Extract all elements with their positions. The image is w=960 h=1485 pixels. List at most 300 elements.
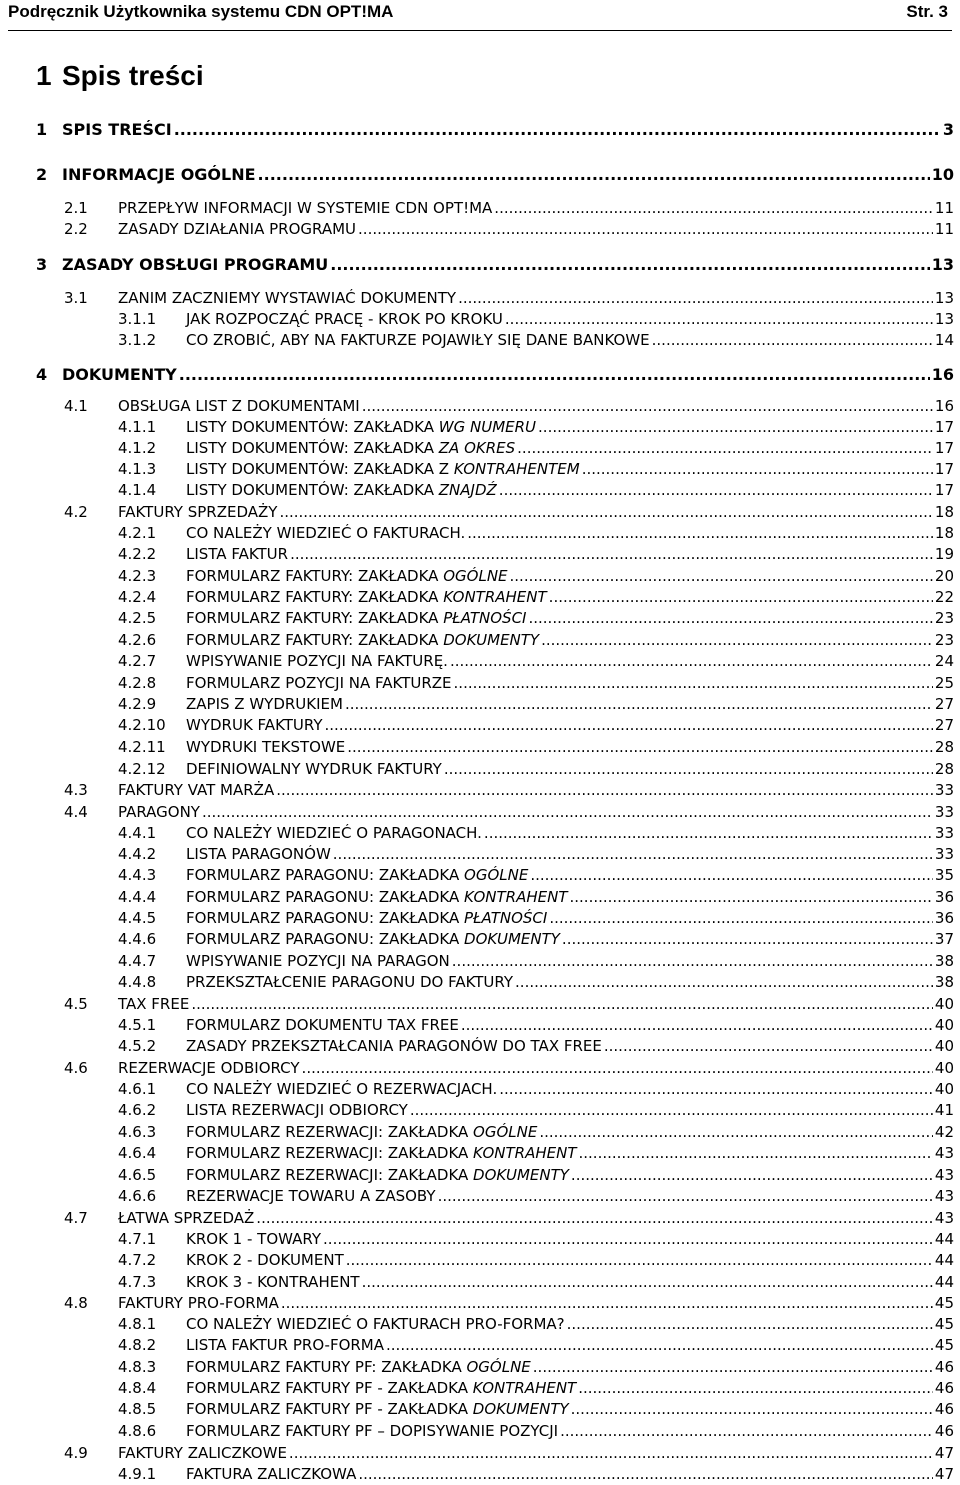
toc-entry[interactable] xyxy=(118,824,954,842)
toc-entry[interactable] xyxy=(118,418,954,436)
toc-entry-number: 4.2.3 xyxy=(118,567,157,585)
toc-entry-page: 36 xyxy=(934,909,954,927)
toc-entry[interactable] xyxy=(64,1209,954,1227)
toc-entry-title: CO NALEŻY WIEDZIEĆ O FAKTURACH. xyxy=(186,524,466,542)
toc-entry-page: 47 xyxy=(934,1465,954,1483)
toc-leader-dots xyxy=(538,418,933,436)
toc-entry-page: 33 xyxy=(934,781,954,799)
toc-leader-dots xyxy=(541,631,933,649)
toc-entry[interactable] xyxy=(118,439,954,457)
toc-entry-number: 4.6 xyxy=(64,1059,88,1077)
toc-leader-dots xyxy=(345,695,933,713)
toc-entry[interactable] xyxy=(118,609,954,627)
toc-entry-page: 45 xyxy=(934,1336,954,1354)
toc-leader-dots xyxy=(571,1400,933,1418)
toc-entry-title: JAK ROZPOCZĄĆ PRACĘ - KROK PO KROKU xyxy=(186,310,503,328)
toc-entry-page: 43 xyxy=(934,1166,954,1184)
toc-entry-title: INFORMACJE OGÓLNE xyxy=(62,165,256,184)
toc-entry-number: 4.6.6 xyxy=(118,1187,157,1205)
toc-entry[interactable] xyxy=(118,652,954,670)
toc-entry-title: WPISYWANIE POZYCJI NA FAKTURĘ. xyxy=(186,652,448,670)
toc-entry-emphasis: KONTRAHENT xyxy=(443,588,547,606)
toc-entry-number: 4.4.7 xyxy=(118,952,157,970)
toc-entry-number: 4.9 xyxy=(64,1444,88,1462)
toc-entry-page: 13 xyxy=(934,289,954,307)
toc-entry-number: 4.1.1 xyxy=(118,418,157,436)
toc-entry-number: 4.5.1 xyxy=(118,1016,157,1034)
toc-heading-number: 1 xyxy=(36,60,52,91)
toc-entry-emphasis: DOKUMENTY xyxy=(473,1166,569,1184)
toc-entry-title: FAKTURY ZALICZKOWE xyxy=(118,1444,287,1462)
toc-leader-dots xyxy=(386,1336,933,1354)
toc-entry[interactable] xyxy=(64,199,954,217)
toc-leader-dots xyxy=(579,1144,933,1162)
toc-leader-dots xyxy=(454,674,933,692)
toc-entry-title: FORMULARZ FAKTURY PF – DOPISYWANIE POZYCJI xyxy=(186,1422,559,1440)
toc-entry[interactable] xyxy=(118,545,954,563)
toc-leader-dots xyxy=(289,1444,933,1462)
toc-leader-dots xyxy=(652,331,933,349)
toc-entry-page: 47 xyxy=(934,1444,954,1462)
toc-entry-number: 4.4.5 xyxy=(118,909,157,927)
toc-entry-page: 44 xyxy=(934,1230,954,1248)
toc-leader-dots xyxy=(444,760,933,778)
toc-entry-title: FORMULARZ FAKTURY: ZAKŁADKA OGÓLNE xyxy=(186,567,508,585)
toc-entry-number: 4.2.11 xyxy=(118,738,166,756)
toc-leader-dots xyxy=(530,866,933,884)
toc-entry[interactable] xyxy=(118,1336,954,1354)
toc-entry-page: 38 xyxy=(934,973,954,991)
toc-entry-number: 4.1 xyxy=(64,397,88,415)
toc-entry[interactable] xyxy=(118,1166,954,1184)
toc-entry[interactable] xyxy=(118,1230,954,1248)
toc-leader-dots xyxy=(533,1358,933,1376)
toc-entry-title: REZERWACJE TOWARU A ZASOBY xyxy=(186,1187,436,1205)
toc-entry[interactable] xyxy=(118,1101,954,1119)
toc-entry-number: 4.2.5 xyxy=(118,609,157,627)
toc-leader-dots xyxy=(258,165,930,184)
toc-entry-title: ZANIM ZACZNIEMY WYSTAWIAĆ DOKUMENTY xyxy=(118,289,457,307)
toc-entry-page: 43 xyxy=(934,1187,954,1205)
toc-entry-page: 36 xyxy=(934,888,954,906)
toc-entry-number: 4.6.3 xyxy=(118,1123,157,1141)
toc-leader-dots xyxy=(323,1230,933,1248)
toc-entry[interactable] xyxy=(64,781,954,799)
toc-heading xyxy=(36,60,204,92)
toc-entry-title: ZAPIS Z WYDRUKIEM xyxy=(186,695,343,713)
toc-entry[interactable] xyxy=(118,695,954,713)
toc-leader-dots xyxy=(333,845,933,863)
toc-leader-dots xyxy=(452,952,933,970)
toc-entry-page: 38 xyxy=(934,952,954,970)
toc-leader-dots xyxy=(191,995,933,1013)
toc-entry-number: 4.5 xyxy=(64,995,88,1013)
toc-entry-page: 46 xyxy=(934,1358,954,1376)
toc-entry-number: 4.7.3 xyxy=(118,1273,157,1291)
toc-leader-dots xyxy=(362,397,933,415)
toc-leader-dots xyxy=(450,652,933,670)
toc-entry[interactable] xyxy=(118,567,954,585)
toc-entry-emphasis: WG NUMERU xyxy=(438,418,537,436)
toc-leader-dots xyxy=(560,1422,933,1440)
toc-entry[interactable] xyxy=(64,289,954,307)
toc-entry-page: 10 xyxy=(931,165,954,184)
toc-entry-number: 4.8.5 xyxy=(118,1400,157,1418)
toc-entry-page: 25 xyxy=(934,674,954,692)
toc-entry-page: 23 xyxy=(934,631,954,649)
toc-entry[interactable] xyxy=(118,460,954,478)
toc-entry-number: 4.7.2 xyxy=(118,1251,157,1269)
toc-entry-title: WYDRUKI TEKSTOWE xyxy=(186,738,346,756)
toc-entry-page: 41 xyxy=(934,1101,954,1119)
toc-entry-emphasis: ZA OKRES xyxy=(438,439,516,457)
toc-leader-dots xyxy=(549,909,933,927)
toc-entry-title: CO NALEŻY WIEDZIEĆ O REZERWACJACH. xyxy=(186,1080,498,1098)
toc-leader-dots xyxy=(567,1315,933,1333)
toc-leader-dots xyxy=(276,781,933,799)
toc-leader-dots xyxy=(410,1101,933,1119)
toc-entry-number: 4.8.1 xyxy=(118,1315,157,1333)
toc-entry-page: 35 xyxy=(934,866,954,884)
toc-leader-dots xyxy=(604,1037,933,1055)
toc-entry[interactable] xyxy=(118,524,954,542)
toc-entry-title: FORMULARZ REZERWACJI: ZAKŁADKA KONTRAHENT xyxy=(186,1144,577,1162)
toc-entry-title: ZASADY DZIAŁANIA PROGRAMU xyxy=(118,220,357,238)
toc-entry[interactable] xyxy=(36,365,954,384)
toc-entry[interactable] xyxy=(118,631,954,649)
toc-entry-page: 3 xyxy=(942,120,954,139)
toc-entry[interactable] xyxy=(118,909,954,927)
toc-entry-number: 4.4.4 xyxy=(118,888,157,906)
toc-entry[interactable] xyxy=(36,165,954,184)
toc-entry-title: LISTY DOKUMENTÓW: ZAKŁADKA ZNAJDŹ xyxy=(186,481,497,499)
toc-leader-dots xyxy=(505,310,933,328)
toc-entry-title: FORMULARZ FAKTURY: ZAKŁADKA PŁATNOŚCI xyxy=(186,609,527,627)
toc-entry[interactable] xyxy=(64,803,954,821)
toc-entry-page: 17 xyxy=(934,460,954,478)
toc-leader-dots xyxy=(484,824,933,842)
toc-leader-dots xyxy=(281,1294,933,1312)
toc-entry[interactable] xyxy=(118,1037,954,1055)
toc-entry-number: 4.2.12 xyxy=(118,760,166,778)
toc-leader-dots xyxy=(290,545,933,563)
page-header xyxy=(8,0,952,31)
toc-entry-emphasis: KONTRAHENT xyxy=(472,1379,577,1397)
toc-entry[interactable] xyxy=(118,1379,954,1397)
toc-entry-title: SPIS TREŚCI xyxy=(62,120,172,139)
toc-entry-page: 16 xyxy=(931,365,954,384)
toc-entry-page: 17 xyxy=(934,418,954,436)
toc-entry-title: FORMULARZ FAKTURY PF - ZAKŁADKA DOKUMENTY xyxy=(186,1400,569,1418)
toc-entry-number: 4.2 xyxy=(64,503,88,521)
toc-entry-title: LISTA PARAGONÓW xyxy=(186,845,331,863)
toc-entry[interactable] xyxy=(36,255,954,274)
toc-leader-dots xyxy=(494,199,933,217)
toc-entry-number: 4.6.2 xyxy=(118,1101,157,1119)
toc-entry-number: 4.1.2 xyxy=(118,439,157,457)
toc-entry[interactable] xyxy=(36,120,954,139)
toc-entry-number: 4.4 xyxy=(64,803,88,821)
toc-entry[interactable] xyxy=(118,1422,954,1440)
toc-entry-page: 45 xyxy=(934,1294,954,1312)
toc-entry-title: LISTY DOKUMENTÓW: ZAKŁADKA Z KONTRAHENTEM xyxy=(186,460,580,478)
toc-entry[interactable] xyxy=(64,995,954,1013)
toc-entry-title: LISTY DOKUMENTÓW: ZAKŁADKA ZA OKRES xyxy=(186,439,516,457)
toc-entry-emphasis: KONTRAHENT xyxy=(473,1144,577,1162)
toc-entry-emphasis: DOKUMENTY xyxy=(472,1400,569,1418)
toc-entry-number: 4.8.2 xyxy=(118,1336,157,1354)
toc-entry-title: FORMULARZ FAKTURY: ZAKŁADKA KONTRAHENT xyxy=(186,588,547,606)
toc-leader-dots xyxy=(571,1166,933,1184)
toc-entry-page: 19 xyxy=(934,545,954,563)
toc-entry-emphasis: OGÓLNE xyxy=(464,866,529,884)
toc-entry[interactable] xyxy=(118,1315,954,1333)
toc-entry-page: 40 xyxy=(934,1059,954,1077)
toc-entry[interactable] xyxy=(118,1251,954,1269)
toc-entry[interactable] xyxy=(118,866,954,884)
toc-entry[interactable] xyxy=(64,1294,954,1312)
toc-entry[interactable] xyxy=(118,952,954,970)
toc-entry[interactable] xyxy=(118,1144,954,1162)
toc-entry-title: FORMULARZ REZERWACJI: ZAKŁADKA OGÓLNE xyxy=(186,1123,538,1141)
toc-entry-title: PRZEKSZTAŁCENIE PARAGONU DO FAKTURY xyxy=(186,973,514,991)
toc-entry-title: ZASADY PRZEKSZTAŁCANIA PARAGONÓW DO TAX FREE xyxy=(186,1037,602,1055)
toc-entry[interactable] xyxy=(118,1016,954,1034)
toc-entry[interactable] xyxy=(118,588,954,606)
toc-entry-number: 4.2.7 xyxy=(118,652,157,670)
toc-entry-title: DOKUMENTY xyxy=(62,365,177,384)
toc-entry-page: 17 xyxy=(934,439,954,457)
toc-entry[interactable] xyxy=(118,1273,954,1291)
toc-leader-dots xyxy=(515,973,933,991)
toc-entry-page: 11 xyxy=(934,220,954,238)
toc-leader-dots xyxy=(174,120,941,139)
toc-entry-title: OBSŁUGA LIST Z DOKUMENTAMI xyxy=(118,397,360,415)
toc-entry-title: FORMULARZ REZERWACJI: ZAKŁADKA DOKUMENTY xyxy=(186,1166,569,1184)
toc-entry-number: 3.1.1 xyxy=(118,310,157,328)
toc-entry-page: 43 xyxy=(934,1144,954,1162)
toc-leader-dots xyxy=(549,588,933,606)
toc-entry[interactable] xyxy=(64,1059,954,1077)
toc-entry-number: 4.4.3 xyxy=(118,866,157,884)
toc-entry[interactable] xyxy=(118,738,954,756)
toc-leader-dots xyxy=(347,738,933,756)
toc-entry-number: 4.6.4 xyxy=(118,1144,157,1162)
toc-entry[interactable] xyxy=(118,845,954,863)
toc-entry-number: 4.4.8 xyxy=(118,973,157,991)
toc-entry-number: 3.1 xyxy=(64,289,88,307)
toc-entry-number: 4.4.6 xyxy=(118,930,157,948)
toc-entry[interactable] xyxy=(64,397,954,415)
document-title: Podręcznik Użytkownika systemu CDN OPT!MA xyxy=(8,2,394,21)
toc-heading-text: Spis treści xyxy=(62,60,204,91)
toc-entry-title: FAKTURY PRO-FORMA xyxy=(118,1294,279,1312)
toc-leader-dots xyxy=(438,1187,933,1205)
toc-leader-dots xyxy=(330,255,930,274)
toc-entry-page: 46 xyxy=(934,1379,954,1397)
toc-entry-title: LISTY DOKUMENTÓW: ZAKŁADKA WG NUMERU xyxy=(186,418,537,436)
toc-entry[interactable] xyxy=(118,973,954,991)
toc-entry-number: 4.6.5 xyxy=(118,1166,157,1184)
toc-entry-page: 27 xyxy=(934,716,954,734)
toc-entry-page: 18 xyxy=(934,524,954,542)
toc-entry-emphasis: PŁATNOŚCI xyxy=(464,909,548,927)
toc-entry-number: 1 xyxy=(36,120,48,139)
toc-entry-title: FORMULARZ POZYCJI NA FAKTURZE xyxy=(186,674,452,692)
toc-entry-emphasis: DOKUMENTY xyxy=(443,631,540,649)
toc-entry[interactable] xyxy=(118,1080,954,1098)
toc-entry-title: ŁATWA SPRZEDAŻ xyxy=(118,1209,255,1227)
toc-entry-page: 23 xyxy=(934,609,954,627)
toc-entry[interactable] xyxy=(118,1123,954,1141)
toc-entry-number: 4.1.3 xyxy=(118,460,157,478)
toc-leader-dots xyxy=(570,888,933,906)
toc-entry-page: 28 xyxy=(934,738,954,756)
toc-entry-page: 42 xyxy=(934,1123,954,1141)
toc-leader-dots xyxy=(510,567,933,585)
toc-entry-page: 17 xyxy=(934,481,954,499)
toc-entry-page: 45 xyxy=(934,1315,954,1333)
toc-entry[interactable] xyxy=(118,481,954,499)
toc-entry-number: 4.2.9 xyxy=(118,695,157,713)
toc-entry-emphasis: KONTRAHENT xyxy=(464,888,568,906)
toc-entry-title: ZASADY OBSŁUGI PROGRAMU xyxy=(62,255,329,274)
toc-entry-title: FORMULARZ FAKTURY PF - ZAKŁADKA KONTRAHENT xyxy=(186,1379,577,1397)
toc-entry-title: CO ZROBIĆ, ABY NA FAKTURZE POJAWIŁY SIĘ DANE BANKOWE xyxy=(186,331,650,349)
toc-entry[interactable] xyxy=(118,310,954,328)
toc-entry-emphasis: OGÓLNE xyxy=(473,1123,538,1141)
toc-entry-page: 40 xyxy=(934,995,954,1013)
page-number: Str. 3 xyxy=(906,2,948,21)
toc-entry-number: 4.7 xyxy=(64,1209,88,1227)
toc-entry-page: 22 xyxy=(934,588,954,606)
toc-entry-page: 44 xyxy=(934,1251,954,1269)
toc-entry-title: FAKTURY VAT MARŻA xyxy=(118,781,275,799)
toc-entry-number: 2.2 xyxy=(64,220,88,238)
toc-entry-emphasis: ZNAJDŹ xyxy=(438,481,497,499)
toc-entry-title: FORMULARZ DOKUMENTU TAX FREE xyxy=(186,1016,459,1034)
toc-entry-page: 43 xyxy=(934,1209,954,1227)
toc-entry-page: 14 xyxy=(934,331,954,349)
toc-entry-number: 4.2.4 xyxy=(118,588,157,606)
toc-entry-number: 4.8.6 xyxy=(118,1422,157,1440)
toc-leader-dots xyxy=(358,220,933,238)
toc-entry-emphasis: KONTRAHENTEM xyxy=(453,460,580,478)
toc-entry-title: WPISYWANIE POZYCJI NA PARAGON xyxy=(186,952,450,970)
toc-entry-page: 46 xyxy=(934,1422,954,1440)
toc-entry-title: DEFINIOWALNY WYDRUK FAKTURY xyxy=(186,760,442,778)
toc-entry[interactable] xyxy=(118,760,954,778)
toc-entry[interactable] xyxy=(118,716,954,734)
toc-entry-number: 3.1.2 xyxy=(118,331,157,349)
toc-leader-dots xyxy=(499,481,933,499)
toc-leader-dots xyxy=(562,930,933,948)
toc-entry[interactable] xyxy=(118,930,954,948)
toc-entry[interactable] xyxy=(118,331,954,349)
toc-entry-number: 4.7.1 xyxy=(118,1230,157,1248)
toc-entry-number: 4.5.2 xyxy=(118,1037,157,1055)
toc-leader-dots xyxy=(362,1273,933,1291)
toc-entry[interactable] xyxy=(64,220,954,238)
toc-entry-page: 40 xyxy=(934,1016,954,1034)
toc-entry-title: LISTA FAKTUR PRO-FORMA xyxy=(186,1336,385,1354)
toc-entry-page: 24 xyxy=(934,652,954,670)
toc-leader-dots xyxy=(582,460,933,478)
toc-entry-number: 4.1.4 xyxy=(118,481,157,499)
toc-entry-title: TAX FREE xyxy=(118,995,190,1013)
toc-leader-dots xyxy=(528,609,932,627)
toc-entry-emphasis: DOKUMENTY xyxy=(464,930,560,948)
toc-entry-title: REZERWACJE ODBIORCY xyxy=(118,1059,300,1077)
toc-entry[interactable] xyxy=(118,1187,954,1205)
toc-entry-title: FORMULARZ PARAGONU: ZAKŁADKA DOKUMENTY xyxy=(186,930,560,948)
toc-entry-number: 4.8 xyxy=(64,1294,88,1312)
toc-leader-dots xyxy=(358,1465,933,1483)
toc-leader-dots xyxy=(539,1123,933,1141)
toc-leader-dots xyxy=(499,1080,933,1098)
toc-entry-emphasis: OGÓLNE xyxy=(466,1358,531,1376)
toc-entry[interactable] xyxy=(118,888,954,906)
toc-entry[interactable] xyxy=(118,674,954,692)
toc-entry-number: 4.2.10 xyxy=(118,716,166,734)
toc-entry-page: 27 xyxy=(934,695,954,713)
toc-entry-title: CO NALEŻY WIEDZIEĆ O PARAGONACH. xyxy=(186,824,482,842)
toc-entry-number: 4.2.1 xyxy=(118,524,157,542)
toc-leader-dots xyxy=(517,439,933,457)
toc-entry-number: 2.1 xyxy=(64,199,88,217)
toc-entry-page: 16 xyxy=(934,397,954,415)
toc-entry-page: 33 xyxy=(934,845,954,863)
toc-entry-page: 33 xyxy=(934,824,954,842)
toc-entry-page: 33 xyxy=(934,803,954,821)
toc-entry-number: 4.2.2 xyxy=(118,545,157,563)
toc-entry-title: FORMULARZ FAKTURY PF: ZAKŁADKA OGÓLNE xyxy=(186,1358,531,1376)
toc-entry[interactable] xyxy=(64,503,954,521)
toc-entry-number: 4.8.3 xyxy=(118,1358,157,1376)
toc-entry-page: 18 xyxy=(934,503,954,521)
toc-entry-title: KROK 1 - TOWARY xyxy=(186,1230,322,1248)
toc-leader-dots xyxy=(458,289,933,307)
toc-entry-number: 4.4.1 xyxy=(118,824,157,842)
toc-entry-page: 20 xyxy=(934,567,954,585)
toc-entry[interactable] xyxy=(118,1358,954,1376)
toc-entry[interactable] xyxy=(118,1465,954,1483)
toc-entry-title: LISTA REZERWACJI ODBIORCY xyxy=(186,1101,408,1119)
toc-entry-page: 40 xyxy=(934,1037,954,1055)
toc-entry[interactable] xyxy=(118,1400,954,1418)
toc-entry-number: 4.4.2 xyxy=(118,845,157,863)
toc-entry-title: FORMULARZ FAKTURY: ZAKŁADKA DOKUMENTY xyxy=(186,631,540,649)
toc-entry-number: 4 xyxy=(36,365,48,384)
toc-entry-page: 28 xyxy=(934,760,954,778)
toc-entry-title: CO NALEŻY WIEDZIEĆ O FAKTURACH PRO-FORMA? xyxy=(186,1315,565,1333)
toc-leader-dots xyxy=(256,1209,933,1227)
toc-entry-number: 3 xyxy=(36,255,48,274)
toc-entry-title: KROK 3 - KONTRAHENT xyxy=(186,1273,360,1291)
toc-entry[interactable] xyxy=(64,1444,954,1462)
toc-entry-page: 37 xyxy=(934,930,954,948)
toc-entry-page: 40 xyxy=(934,1080,954,1098)
toc-entry-title: FAKTURA ZALICZKOWA xyxy=(186,1465,357,1483)
toc-leader-dots xyxy=(279,503,932,521)
toc-leader-dots xyxy=(467,524,933,542)
toc-entry-number: 4.2.8 xyxy=(118,674,157,692)
toc-entry-title: KROK 2 - DOKUMENT xyxy=(186,1251,344,1269)
toc-entry-page: 44 xyxy=(934,1273,954,1291)
toc-entry-title: PRZEPŁYW INFORMACJI W SYSTEMIE CDN OPT!MA xyxy=(118,199,493,217)
toc-entry-title: FORMULARZ PARAGONU: ZAKŁADKA PŁATNOŚCI xyxy=(186,909,548,927)
toc-entry-number: 4.3 xyxy=(64,781,88,799)
